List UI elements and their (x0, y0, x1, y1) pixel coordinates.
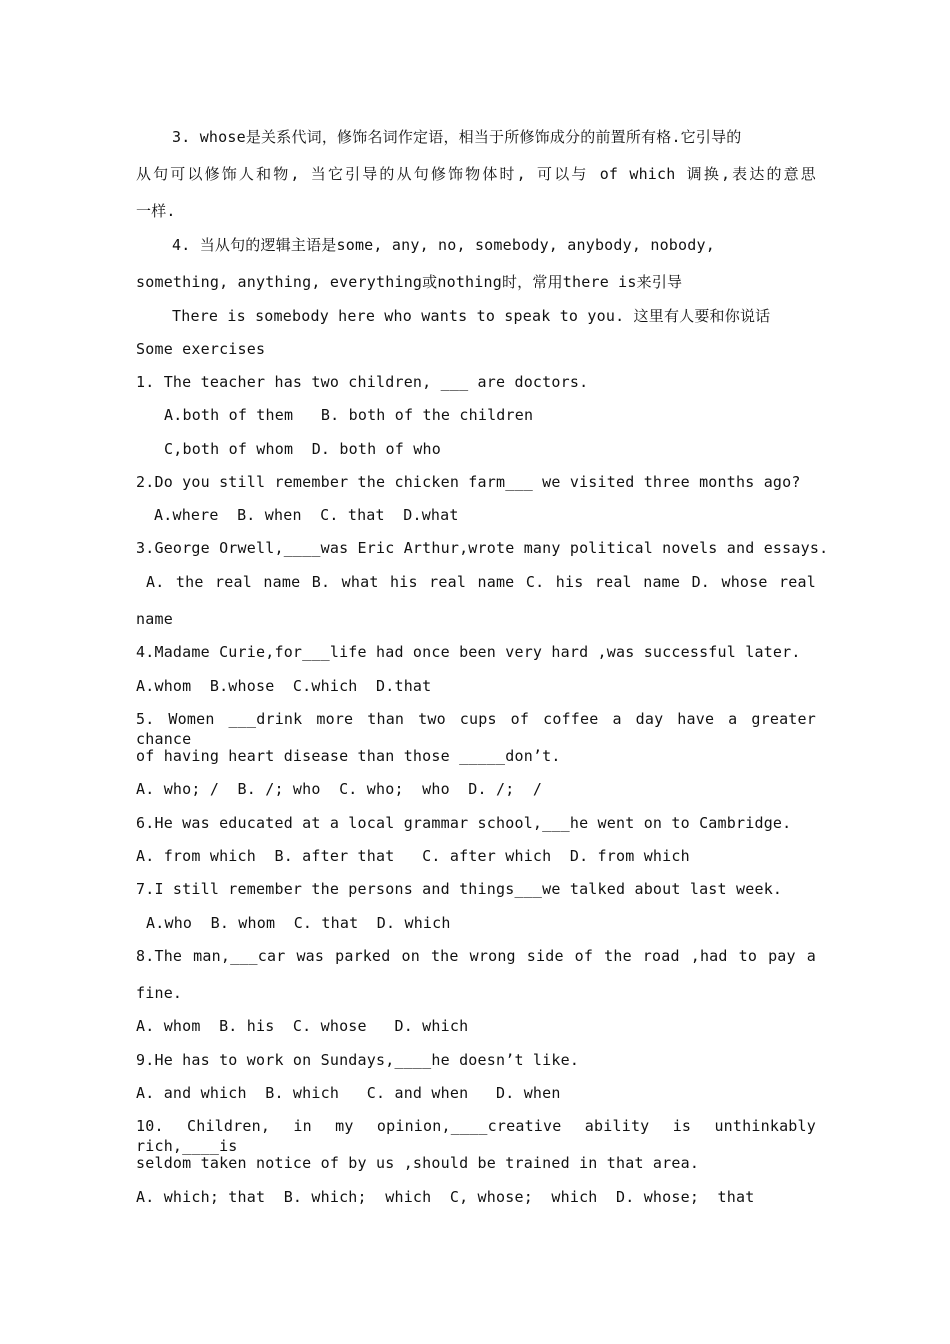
question-8-stem-line-1: 8.The man,___car was parked on the wrong side of the road ,had to pay a (136, 947, 816, 965)
question-1-options-line-1: A.both of them B. both of the children (164, 406, 534, 424)
question-4-options: A.whom B.whose C.which D.that (136, 677, 432, 695)
note-4-line-2: something, anything, everything或nothing时，常用there is来引导 (136, 273, 683, 291)
question-5-stem-line-1: 5. Women ___drink more than two cups of coffee a day have a greater chance (136, 710, 816, 748)
question-9-options: A. and which B. which C. and when D. when (136, 1084, 561, 1102)
question-4-stem: 4.Madame Curie,for___life had once been very hard ,was successful later. (136, 643, 801, 661)
note-4-line-1: 4. 当从句的逻辑主语是some, any, no, somebody, anybody, nobody, (172, 236, 715, 254)
question-8-options: A. whom B. his C. whose D. which (136, 1017, 469, 1035)
question-3-options-line-2: name (136, 610, 173, 628)
question-9-stem: 9.He has to work on Sundays,____he doesn’t like. (136, 1051, 580, 1069)
question-3-stem: 3.George Orwell,____was Eric Arthur,wrote many political novels and essays. (136, 539, 829, 557)
question-2-stem: 2.Do you still remember the chicken farm___ we visited three months ago? (136, 473, 801, 491)
question-5-stem-line-2: of having heart disease than those _____don’t. (136, 747, 561, 765)
question-2-options: A.where B. when C. that D.what (154, 506, 459, 524)
example-sentence: There is somebody here who wants to speak to you. 这里有人要和你说话 (172, 307, 771, 325)
question-6-options: A. from which B. after that C. after which D. from which (136, 847, 690, 865)
question-10-stem-line-1: 10. Children, in my opinion,____creative ability is unthinkably rich,____is (136, 1117, 816, 1155)
question-8-stem-line-2: fine. (136, 984, 183, 1002)
question-7-stem: 7.I still remember the persons and things___we talked about last week. (136, 880, 783, 898)
note-3-line-2: 从句可以修饰人和物, 当它引导的从句修饰物体时, 可以与 of which 调换,表达的意思 (136, 165, 816, 183)
question-3-options-line-1: A. the real name B. what his real name C. his real name D. whose real (146, 573, 816, 591)
question-10-stem-line-2: seldom taken notice of by us ,should be trained in that area. (136, 1154, 700, 1172)
question-5-options: A. who; / B. /; who C. who; who D. /; / (136, 780, 543, 798)
question-6-stem: 6.He was educated at a local grammar school,___he went on to Cambridge. (136, 814, 792, 832)
note-3-line-3: 一样. (136, 202, 176, 220)
question-1-options-line-2: C,both of whom D. both of who (164, 440, 441, 458)
note-3-line-1: 3. whose是关系代词，修饰名词作定语，相当于所修饰成分的前置所有格.它引导的 (172, 128, 742, 146)
question-1-stem: 1. The teacher has two children, ___ are doctors. (136, 373, 589, 391)
question-7-options: A.who B. whom C. that D. which (146, 914, 451, 932)
section-title: Some exercises (136, 340, 266, 358)
question-10-options: A. which; that B. which; which C, whose; which D. whose; that (136, 1188, 755, 1206)
